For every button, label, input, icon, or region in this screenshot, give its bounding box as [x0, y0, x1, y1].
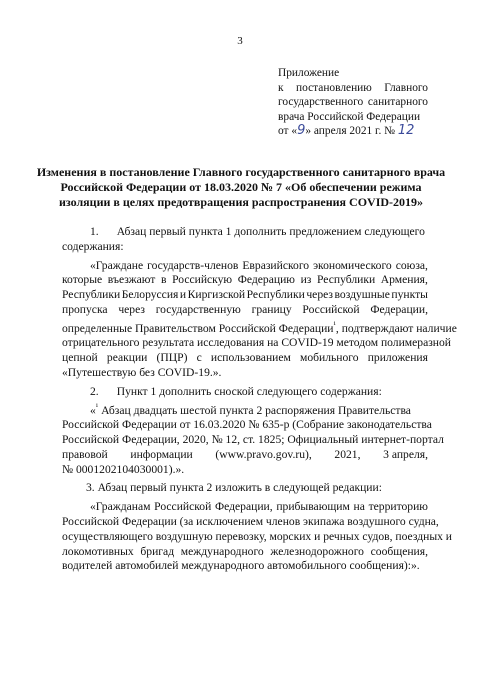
footnote-marker: ¹: [333, 319, 336, 329]
text-line: «$^{^1}$ Абзац двадцать шестой пункта 2 распоряжения Правительства: [90, 401, 411, 417]
text-line: локомотивных бригад международного железнодорожного сообщения,: [62, 544, 428, 558]
text-line: Российской Федерации (за исключением членов экипажа воздушного судна,: [62, 515, 439, 529]
document-body: 1. Абзац первый пункта 1 дополнить предложением следующего содержания: «Граждане государств-членов Евразийского экономического союза, которые въезжают в Российскую Федерацию из Республики Армения, Республики Белоруссия и Киргизской Республики через воздушные пункты пропуска через государственную границу Российской Федерации, определенные Правительством Российской Федерации$^{^1}$, подтверждают наличие отрицательного результата исследования на COVID-19 методом полимеразной цепной реакции (ПЦР) с использованием мобильного приложения «Путешествую без COVID-19.». 2. Пункт 1 дополнить сноской следующего содержания: «$^{^1}$ Абзац двадцать шестой пункта 2 распоряжения Правительства Российской Федерации от 16.03.2020 № 635-р (Собрание законодательства Российской Федерации, 2020, № 12, ст. 1825; Официальный интернет-портал правовой информации (www.pravo.gov.ru), 2021, 3 апреля, № 0001202104030001).». 3. Абзац первый пункта 2 изложить в следующей редакции: «Гражданам Российской Федерации, прибывающим на территорию Российской Федерации (за исключением членов экипажа воздушного судна, осуществляющего воздушную перевозку, морских и речных судов, поездных и локомотивных бригад международного железнодорожного сообщения, водителей автомобилей международного автомобильного сообщения):».: [62, 225, 457, 573]
item-3: 3. Абзац первый пункта 2 изложить в следующей редакции:: [86, 481, 382, 495]
text-line: «Путешествую без COVID-19.».: [62, 366, 222, 380]
text-line: осуществляющего воздушную перевозку, морских и речных судов, поездных и: [62, 529, 453, 543]
quote-3: [62, 500, 453, 574]
text-line: отрицательного результата исследования на COVID-19 методом полимеразной: [62, 336, 452, 350]
appendix-date-line: от «9» апреля 2021 г. № 12: [278, 123, 415, 139]
handwritten-day: 9: [297, 123, 306, 139]
text-line: Российской Федерации, 2020, № 12, ст. 1825; Официальный интернет-портал: [62, 433, 444, 447]
footnote-marker: ¹: [95, 401, 99, 411]
appendix-line-2: к постановлению Главного: [278, 81, 428, 94]
item-1: 1. Абзац первый пункта 1 дополнить предложением следующего: [90, 225, 425, 238]
appendix-block: [278, 66, 428, 139]
text-line: цепной реакции (ПЦР) с использованием мобильного приложения: [62, 351, 428, 365]
appendix-line-3: государственного санитарного: [278, 96, 428, 109]
text-line: Республики Белоруссия и Киргизской Республики через воздушные пункты: [62, 288, 428, 302]
page-number: 3: [237, 35, 243, 47]
item-2: 2. Пункт 1 дополнить сноской следующего содержания:: [90, 384, 382, 398]
text-line: «Гражданам Российской Федерации, прибывающим на территорию: [90, 500, 428, 514]
text-line: которые въезжают в Российскую Федерацию из Республики Армения,: [62, 273, 428, 287]
document-title: Изменения в постановление Главного государственного санитарного врача Российской Федерации от 18.03.2020 № 7 «Об обеспечении режима изоляции в целях предотвращения распространения COVID-2019»: [36, 165, 446, 209]
handwritten-number: 12: [397, 123, 415, 139]
quote-1: [62, 258, 457, 381]
text-line: определенные Правительством Российской Федерации$^{^1}$, подтверждают наличие: [62, 319, 457, 335]
appendix-line-4: врача Российской Федерации: [278, 110, 421, 123]
text-line: водителей автомобилей международного автомобильного сообщения):».: [62, 559, 420, 573]
text-line: Российской Федерации от 16.03.2020 № 635-р (Собрание законодательства: [62, 418, 432, 432]
text-line: пропуска через государственную границу Российской Федерации,: [62, 302, 428, 316]
text-line: № 0001202104030001).».: [62, 462, 185, 476]
quote-2: [62, 400, 444, 478]
appendix-label: Приложение: [278, 67, 340, 79]
text-line: «Граждане государств-членов Евразийского экономического союза,: [90, 258, 428, 272]
text-line: правовой информации (www.pravo.gov.ru), 2021, 3 апреля,: [62, 447, 428, 461]
